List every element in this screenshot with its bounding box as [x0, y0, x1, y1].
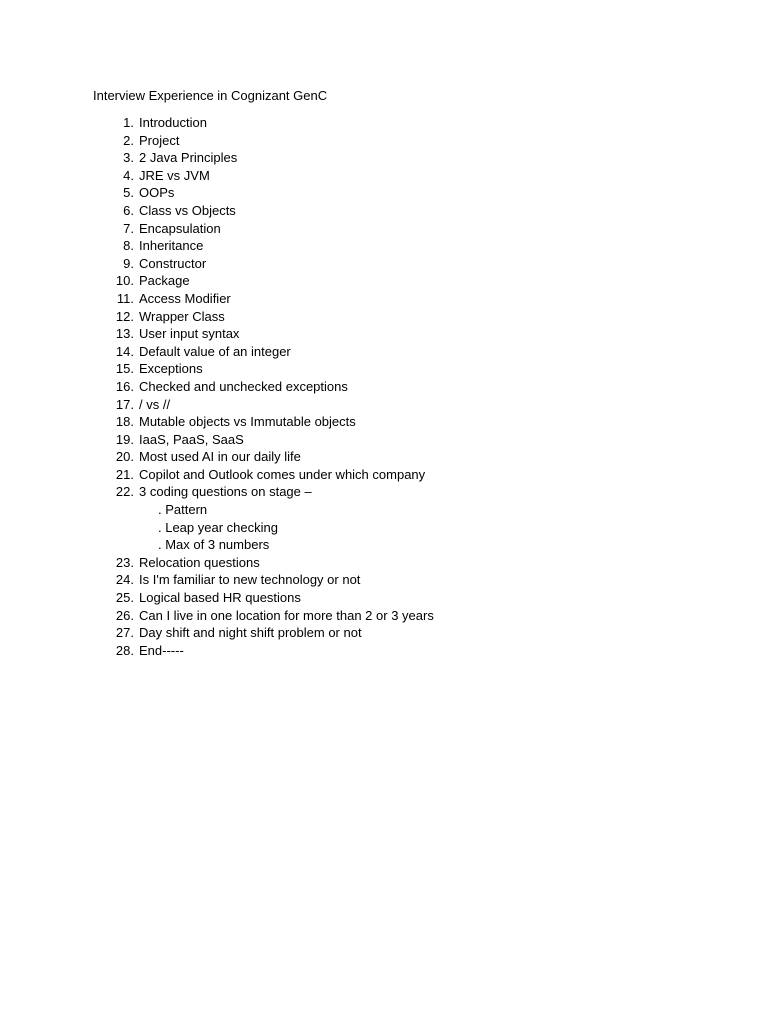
- list-item-text: Is I'm familiar to new technology or not: [139, 572, 361, 588]
- list-item-number: 18.: [115, 414, 134, 430]
- list-item-text: 3 coding questions on stage –: [139, 484, 312, 500]
- list-item-number: 8.: [123, 238, 134, 254]
- list-item-number: 7.: [123, 220, 134, 236]
- list-item-text: Inheritance: [139, 238, 204, 254]
- list-item-text: OOPs: [139, 185, 175, 201]
- list-item-number: 15.: [115, 361, 134, 377]
- list-item-text: Day shift and night shift problem or not: [139, 625, 362, 641]
- list-item: [0, 413, 768, 431]
- list-item: [0, 642, 768, 660]
- list-item: [0, 202, 768, 220]
- list-item: [0, 325, 768, 343]
- list-item: [0, 343, 768, 361]
- list-item-number: 19.: [115, 431, 134, 447]
- list-item: [0, 184, 768, 202]
- list-item-text: / vs //: [139, 396, 171, 412]
- list-item-text: User input syntax: [139, 326, 240, 342]
- list-item: [0, 448, 768, 466]
- list-item: [0, 220, 768, 238]
- list-item-text: Exceptions: [139, 361, 203, 377]
- list-item: [0, 360, 768, 378]
- list-item-number: 21.: [115, 466, 134, 482]
- list-item-text: Project: [139, 132, 180, 148]
- list-item-number: 22.: [115, 484, 134, 500]
- list-item-number: 13.: [115, 326, 134, 342]
- list-item-text: IaaS, PaaS, SaaS: [139, 431, 244, 447]
- list-item-text: Mutable objects vs Immutable objects: [139, 414, 356, 430]
- list-item-text: Access Modifier: [139, 290, 231, 306]
- list-item-number: 23.: [115, 554, 134, 570]
- list-item-text: . Leap year checking: [158, 519, 278, 535]
- list-item-text: Checked and unchecked exceptions: [139, 378, 348, 394]
- list-item-number: 4.: [123, 167, 134, 183]
- list-item-number: 12.: [115, 308, 134, 324]
- list-item: [0, 466, 768, 484]
- list-item-number: 6.: [123, 202, 134, 218]
- list-item: [0, 132, 768, 150]
- list-item: [0, 308, 768, 326]
- list-item: [0, 378, 768, 396]
- list-item: [0, 255, 768, 273]
- list-item-text: Copilot and Outlook comes under which company: [139, 466, 426, 482]
- list-item-number: 20.: [115, 449, 134, 465]
- list-item-number: 17.: [115, 396, 134, 412]
- list-item-text: Introduction: [139, 115, 207, 130]
- list-item-number: 3.: [123, 150, 134, 166]
- list-item-number: 28.: [115, 642, 134, 658]
- list-item-text: Encapsulation: [139, 220, 221, 236]
- list-item-number: 25.: [115, 590, 134, 606]
- list-item-text: Package: [139, 273, 190, 289]
- list-item: [0, 554, 768, 572]
- sub-list-item: [0, 501, 768, 519]
- list-item: [0, 483, 768, 501]
- list-item-text: . Max of 3 numbers: [158, 537, 270, 553]
- list-item-text: JRE vs JVM: [139, 167, 210, 183]
- list-item: [0, 396, 768, 414]
- list-item: [0, 431, 768, 449]
- list-item: [0, 607, 768, 625]
- list-item-text: Class vs Objects: [139, 202, 236, 218]
- list-item-number: 26.: [115, 607, 134, 623]
- list-item-number: 5.: [123, 185, 134, 201]
- list-item-text: Wrapper Class: [139, 308, 225, 324]
- list-item-text: Constructor: [139, 255, 207, 271]
- list-item-text: Logical based HR questions: [139, 590, 301, 606]
- list-item-number: 27.: [115, 625, 134, 641]
- list-item-text: Default value of an integer: [139, 343, 291, 359]
- list-item: [0, 290, 768, 308]
- list-item: [0, 624, 768, 642]
- list-item-text: . Pattern: [158, 502, 208, 518]
- sub-list-item: [0, 519, 768, 537]
- list-item-number: 16.: [115, 378, 134, 394]
- list-item: [0, 167, 768, 185]
- list-item-text: Relocation questions: [139, 554, 260, 570]
- list-item-text: End-----: [139, 642, 184, 658]
- numbered-list: [0, 114, 768, 659]
- list-item-number: 14.: [115, 343, 134, 359]
- list-item-number: 2.: [123, 132, 134, 148]
- list-item-number: 1.: [123, 115, 134, 130]
- list-item-number: 10.: [115, 273, 134, 289]
- list-item: [0, 571, 768, 589]
- list-item-number: 9.: [123, 255, 134, 271]
- list-item: [0, 149, 768, 167]
- list-item: [0, 589, 768, 607]
- sub-list-item: [0, 536, 768, 554]
- list-item-text: Most used AI in our daily life: [139, 449, 301, 465]
- list-item: [0, 272, 768, 290]
- list-item-number: 24.: [115, 572, 134, 588]
- document-title: Interview Experience in Cognizant GenC: [93, 88, 328, 103]
- list-item-text: Can I live in one location for more than 2 or 3 years: [139, 607, 434, 623]
- list-item-number: 11.: [116, 290, 134, 306]
- list-item-text: 2 Java Principles: [139, 150, 238, 166]
- list-item: [0, 237, 768, 255]
- list-item: [0, 114, 768, 132]
